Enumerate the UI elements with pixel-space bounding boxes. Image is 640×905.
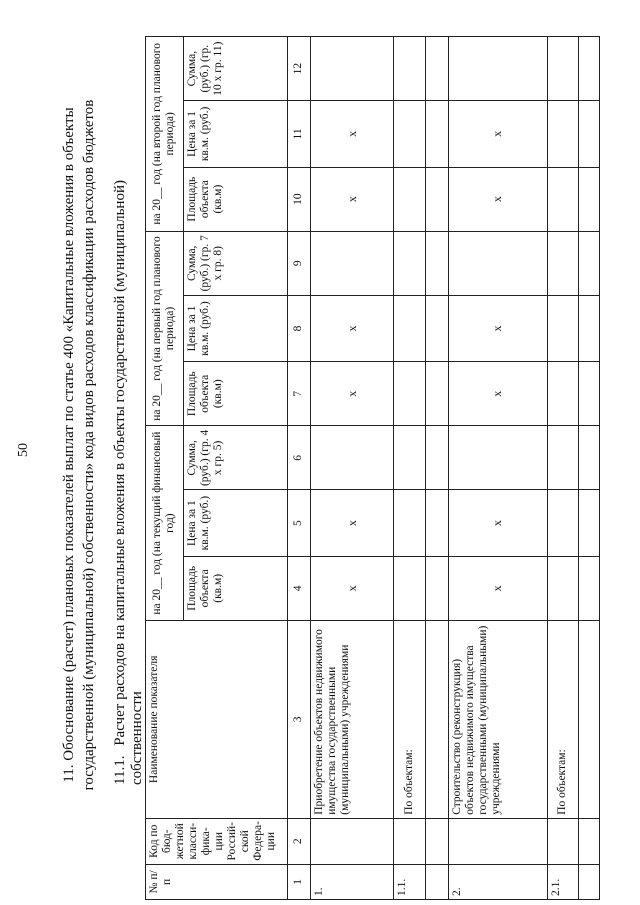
row-name: По объектам: [547,620,578,818]
col-number: 3 [287,620,310,818]
cell-empty [547,490,578,556]
page-number: 50 [16,443,31,457]
cell-empty [394,37,425,101]
cell-empty [425,167,448,231]
table-row [425,37,448,900]
cell-empty [579,426,600,490]
row-name [425,620,448,818]
column-number-row [287,37,310,900]
cell-empty [579,362,600,426]
col-number: 2 [287,818,310,864]
col-number: 1 [287,864,310,899]
cell-x: х [310,101,393,167]
header-sum: Сумма, (руб.) (гр. 4 х гр. 5) [183,426,287,490]
row-code [448,818,547,864]
header-code: Код по бюд-жетной класси-фика-ции Россий-ской Федера-ции [146,818,288,864]
col-number: 4 [287,556,310,620]
cell-x: х [448,490,547,556]
row-name: Строительство (реконструкция) объектов недвижимого имущества государственными (муниципальными) учреждениями [448,620,547,818]
header-area: Площадь объекта (кв.м) [183,556,287,620]
header-price: Цена за 1 кв.м. (руб.) [183,490,287,556]
row-no [425,864,448,899]
col-number: 10 [287,167,310,231]
cell-empty [394,167,425,231]
table-row [547,37,578,900]
header-area: Площадь объекта (кв.м) [183,167,287,231]
header-name: Наименование показателя [146,620,288,818]
cell-empty [579,167,600,231]
section-title-line-2: государственной (муниципальной) собственности» кода видов расходов классификации расходов бюджетов [81,99,97,791]
table-row [579,37,600,900]
col-number: 7 [287,362,310,426]
cell-empty [579,490,600,556]
subsection-title [112,85,146,785]
row-code [310,818,393,864]
cell-empty [425,362,448,426]
row-code [425,818,448,864]
cell-empty [547,426,578,490]
row-no: 2.1. [547,864,578,899]
col-number: 9 [287,231,310,295]
cell-x: х [448,167,547,231]
cell-empty [448,426,547,490]
cell-empty [425,37,448,101]
subsection-number: 11.1. [112,755,128,785]
section-title-line-1: 11. Обоснование (расчет) плановых показателей выплат по статье 400 «Капитальные вложения в объекты [61,107,77,783]
row-code [547,818,578,864]
header-period-first: на 20__ год (на первый год планового периода) [146,231,184,426]
header-no: № п/п [146,864,288,899]
row-no: 2. [448,864,547,899]
cell-empty [310,426,393,490]
cell-empty [425,556,448,620]
col-number: 6 [287,426,310,490]
header-sum: Сумма, (руб.) (гр. 7 х гр. 8) [183,231,287,295]
cell-empty [579,101,600,167]
cell-empty [310,231,393,295]
cell-empty [394,556,425,620]
table-row [394,37,425,900]
cell-empty [547,231,578,295]
cell-x: х [448,362,547,426]
cell-empty [547,295,578,361]
cell-empty [448,37,547,101]
header-price: Цена за 1 кв.м. (руб.) [183,101,287,167]
subsection-text: Расчет расходов на капитальные вложения в объекты государственной (муниципальной) собственности [112,180,145,785]
cell-empty [579,231,600,295]
col-number: 5 [287,490,310,556]
capital-investment-table [145,36,600,900]
cell-empty [394,295,425,361]
row-name: По объектам: [394,620,425,818]
cell-empty [425,426,448,490]
cell-empty [425,101,448,167]
header-period-second: на 20__ год (на второй год планового периода) [146,37,184,232]
cell-empty [394,101,425,167]
row-code [579,818,600,864]
cell-x: х [448,556,547,620]
cell-empty [547,167,578,231]
cell-empty [579,37,600,101]
table-row [448,37,547,900]
cell-empty [394,490,425,556]
cell-x: х [310,295,393,361]
cell-empty [394,362,425,426]
col-number: 11 [287,101,310,167]
header-price: Цена за 1 кв.м. (руб.) [183,295,287,361]
cell-empty [579,556,600,620]
cell-empty [394,231,425,295]
cell-x: х [448,101,547,167]
row-name [579,620,600,818]
cell-empty [425,490,448,556]
header-sum: Сумма, (руб.) (гр. 10 х гр. 11) [183,37,287,101]
table-row [310,37,393,900]
cell-empty [547,37,578,101]
cell-empty [310,37,393,101]
row-no [579,864,600,899]
cell-empty [547,101,578,167]
row-code [394,818,425,864]
header-row-1 [146,37,184,900]
cell-empty [547,362,578,426]
col-number: 12 [287,37,310,101]
cell-empty [579,295,600,361]
cell-empty [547,556,578,620]
cell-empty [425,295,448,361]
cell-x: х [310,490,393,556]
row-name: Приобретение объектов недвижимого имущества государственными (муниципальными) учреждениями [310,620,393,818]
row-no: 1.1. [394,864,425,899]
cell-x: х [310,556,393,620]
cell-empty [448,231,547,295]
header-period-current: на 20__ год (на текущий финансовый год) [146,426,184,621]
cell-empty [394,426,425,490]
cell-x: х [310,362,393,426]
row-no: 1. [310,864,393,899]
header-area: Площадь объекта (кв.м) [183,362,287,426]
cell-empty [425,231,448,295]
col-number: 8 [287,295,310,361]
cell-x: х [310,167,393,231]
cell-x: х [448,295,547,361]
